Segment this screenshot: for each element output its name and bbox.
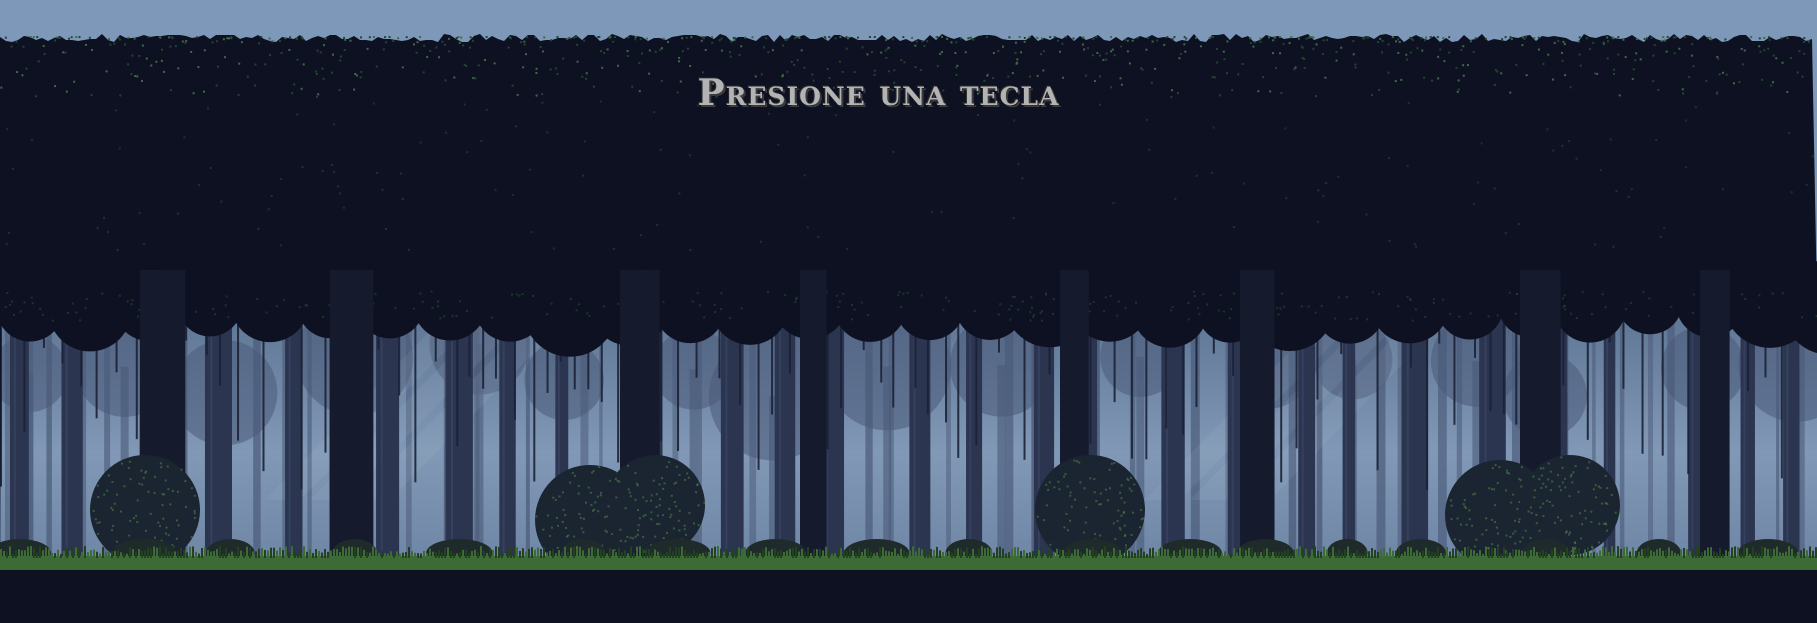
press-any-key-prompt: Presione una tecla xyxy=(697,72,1060,114)
sky xyxy=(0,0,1817,40)
ground xyxy=(0,570,1817,623)
